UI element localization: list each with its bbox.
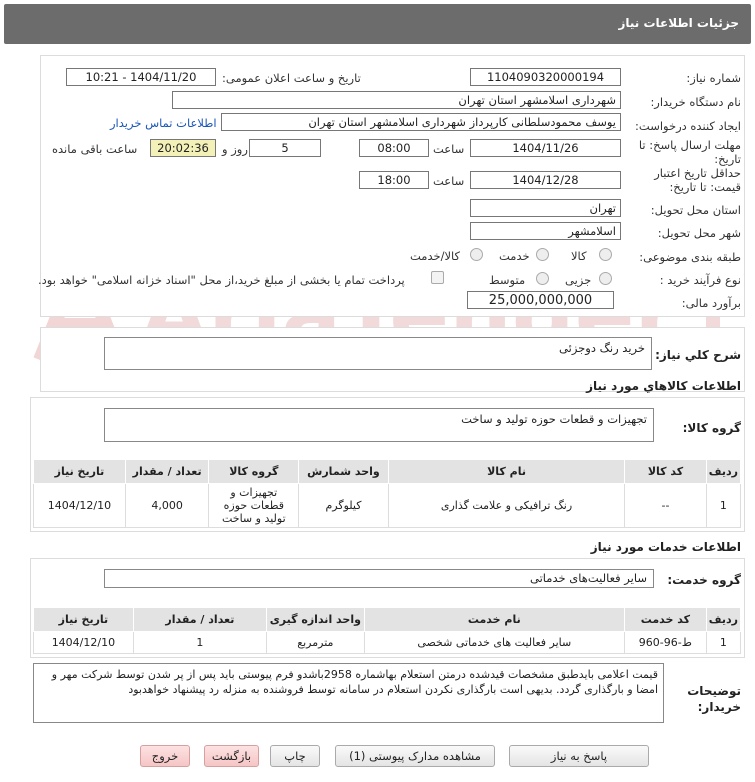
notes-label: توضیحات خریدار: — [687, 684, 741, 714]
announce-label: تاریخ و ساعت اعلان عمومی: — [222, 71, 361, 85]
table-row — [34, 484, 741, 528]
services-table-header — [34, 608, 741, 632]
exit-button[interactable]: خروج — [140, 745, 190, 767]
category-radio-service[interactable] — [536, 248, 549, 261]
services-col-unit: واحد اندازه گیری — [267, 608, 365, 632]
goods-group-label: گروه کالا: — [682, 421, 741, 435]
services-cell-date: 1404/12/10 — [34, 632, 134, 654]
reply-button[interactable]: پاسخ به نیاز — [509, 745, 649, 767]
remaining-label: ساعت باقی مانده — [52, 142, 138, 156]
goods-section-title: اطلاعات كالاهاي مورد نياز — [586, 379, 741, 393]
reply-time-label: ساعت — [433, 142, 465, 156]
services-table — [33, 607, 741, 654]
goods-cell-qty: 4,000 — [125, 484, 209, 528]
services-cell-unit: مترمربع — [267, 632, 365, 654]
services-cell-code: ط-96-960 — [624, 632, 706, 654]
goods-col-date: تاریخ نیاز — [34, 460, 126, 484]
validity-label: حداقل تاریخ اعتبار قیمت: تا تاریخ: — [654, 166, 741, 194]
services-col-date: تاریخ نیاز — [34, 608, 134, 632]
services-cell-row: 1 — [706, 632, 740, 654]
goods-cell-unit: کیلوگرم — [299, 484, 389, 528]
reply-deadline-label: مهلت ارسال پاسخ: تا تاریخ: — [638, 138, 741, 166]
category-radio-goods-service[interactable] — [470, 248, 483, 261]
goods-cell-date: 1404/12/10 — [34, 484, 126, 528]
services-cell-qty: 1 — [133, 632, 266, 654]
services-cell-name: سایر فعالیت های خدماتی شخصی — [364, 632, 624, 654]
creator-field: یوسف محمودسلطانی کارپرداز شهرداری اسلامشهر استان تهران — [221, 113, 621, 131]
process-option-minor: جزیی — [565, 273, 592, 287]
category-option-goods-service: کالا/خدمت — [410, 249, 461, 263]
service-group-field: سایر فعالیت‌های خدماتی — [104, 569, 654, 588]
province-field: تهران — [470, 199, 621, 217]
remaining-time-field: 20:02:36 — [150, 139, 216, 157]
header-bar — [4, 4, 751, 44]
goods-col-name: نام کالا — [388, 460, 624, 484]
validity-time-label: ساعت — [433, 174, 465, 188]
process-label: نوع فرآیند خرید : — [659, 273, 741, 287]
category-radio-goods[interactable] — [599, 248, 612, 261]
goods-cell-group: تجهیزات و قطعات حوزه تولید و ساخت — [209, 484, 299, 528]
validity-time-field: 18:00 — [359, 171, 429, 189]
goods-col-qty: تعداد / مقدار — [125, 460, 209, 484]
category-label: طبقه بندی موضوعی: — [639, 250, 741, 264]
treasury-payment-checkbox[interactable] — [431, 271, 444, 284]
category-option-goods: کالا — [571, 249, 587, 263]
goods-cell-name: رنگ ترافیکی و علامت گذاری — [388, 484, 624, 528]
table-row — [34, 632, 741, 654]
services-col-name: نام خدمت — [364, 608, 624, 632]
services-col-row: ردیف — [706, 608, 740, 632]
process-radio-minor[interactable] — [599, 272, 612, 285]
creator-label: ایجاد کننده درخواست: — [635, 119, 741, 133]
treasury-payment-note: پرداخت تمام یا بخشی از مبلغ خرید،از محل "اسناد خزانه اسلامی" خواهد بود. — [38, 273, 405, 287]
need-number-field: 1104090320000194 — [470, 68, 621, 86]
notes-field: قیمت اعلامی بایدطبق مشخصات قیدشده درمتن استعلام بهاشماره 2958باشدو فرم پیوستی باید پس از پر شدن توسط شرکت مهر و امضا و بارگذاری گردد. بدیهی است بارگذاری نکردن استعلام در سامانه توسط فروشنده به منزله رد پیشنهاد خواهدبود — [33, 663, 664, 723]
goods-table-header — [34, 460, 741, 484]
back-button[interactable]: بازگشت — [204, 745, 259, 767]
budget-field: 25,000,000,000 — [467, 291, 614, 309]
goods-col-row: ردیف — [706, 460, 740, 484]
days-field: 5 — [249, 139, 321, 157]
services-col-code: کد خدمت — [624, 608, 706, 632]
announce-field: 1404/11/20 - 10:21 — [66, 68, 216, 86]
summary-field: خرید رنگ دوجزئی — [104, 337, 652, 370]
view-attachments-button[interactable]: مشاهده مدارک پیوستی (1) — [335, 745, 495, 767]
goods-col-code: کد کالا — [625, 460, 707, 484]
reply-date-field: 1404/11/26 — [470, 139, 621, 157]
goods-col-group: گروه کالا — [209, 460, 299, 484]
summary-label: شرح كلي نياز: — [655, 348, 741, 362]
print-button[interactable]: چاپ — [270, 745, 320, 767]
goods-cell-row: 1 — [706, 484, 740, 528]
goods-table — [33, 459, 741, 528]
process-option-medium: متوسط — [489, 273, 526, 287]
city-field: اسلامشهر — [470, 222, 621, 240]
goods-group-field: تجهیزات و قطعات حوزه تولید و ساخت — [104, 408, 654, 442]
province-label: استان محل تحویل: — [650, 203, 741, 217]
goods-col-unit: واحد شمارش — [299, 460, 389, 484]
goods-cell-code: -- — [625, 484, 707, 528]
days-and-label: روز و — [222, 142, 248, 156]
buyer-org-field: شهرداری اسلامشهر استان تهران — [172, 91, 621, 109]
page-title: جزئیات اطلاعات نیاز — [618, 16, 739, 30]
reply-time-field: 08:00 — [359, 139, 429, 157]
contact-buyer-link[interactable]: اطلاعات تماس خریدار — [110, 116, 217, 130]
services-section-title: اطلاعات خدمات مورد نياز — [590, 540, 741, 554]
need-number-label: شماره نیاز: — [686, 71, 741, 85]
budget-label: برآورد مالی: — [681, 296, 741, 310]
services-col-qty: تعداد / مقدار — [133, 608, 266, 632]
process-radio-medium[interactable] — [536, 272, 549, 285]
validity-date-field: 1404/12/28 — [470, 171, 621, 189]
category-option-service: خدمت — [499, 249, 530, 263]
service-group-label: گروه خدمت: — [667, 573, 741, 587]
buyer-org-label: نام دستگاه خریدار: — [650, 95, 741, 109]
city-label: شهر محل تحویل: — [657, 226, 741, 240]
